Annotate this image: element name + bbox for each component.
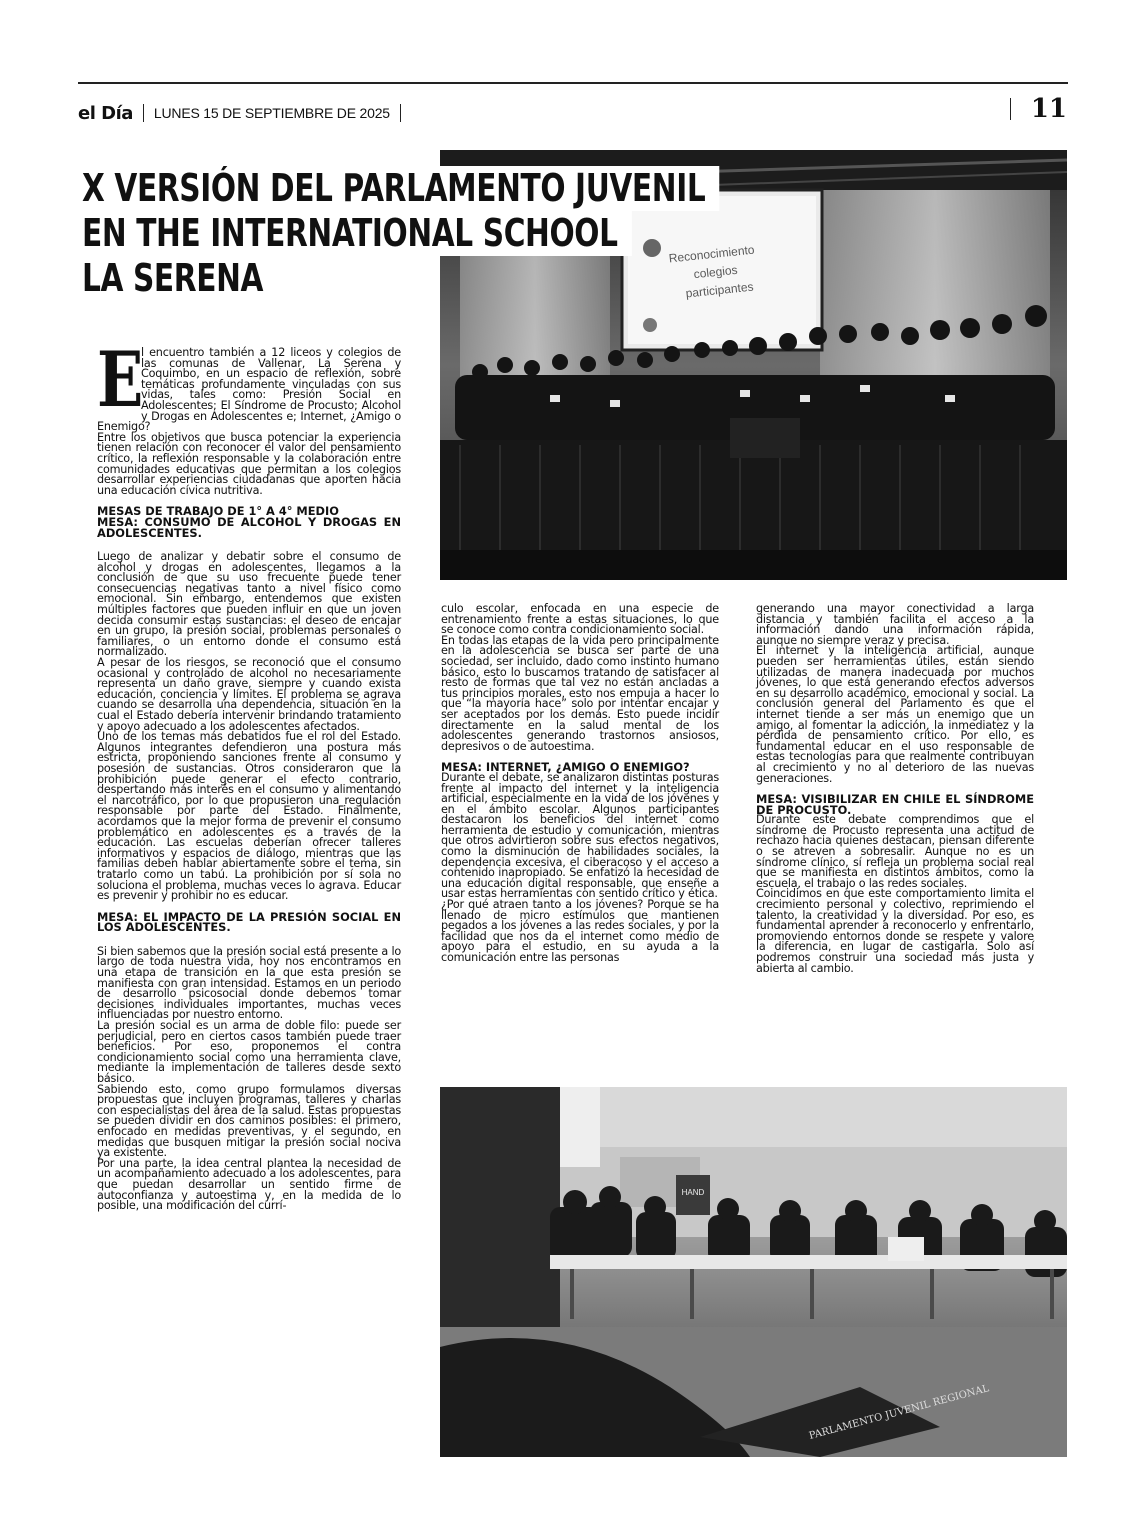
article-headline bbox=[82, 166, 706, 301]
paragraph: Entre los objetivos que busca potenciar la experiencia tienen relación con reconocer el valor del pensamiento crítico, la reflexión responsable y la colaboración entre comunidades educativas que permitan a los colegios desarrollar experiencias ciudadanas que aporten hacia una educación cívica nutritiva. bbox=[97, 430, 401, 497]
screen-text-line: participantes bbox=[685, 279, 755, 301]
paragraph: culo escolar, enfocada en una especie de entrenamiento frente a estas situaciones, lo que se conoce como contra condicionamiento social. bbox=[441, 602, 719, 637]
paragraph: Si bien sabemos que la presión social está presente a lo largo de toda nuestra vida, hoy nos encontramos en una etapa de transición en la que esta presión se manifiesta con gran intensidad. Estamos en un periodo de desarrollo psicosocial donde debemos tomar decisiones individuales importantes, muchas veces influenciadas por nuestro entorno. bbox=[97, 944, 401, 1022]
article-column-2 bbox=[441, 604, 719, 964]
intro-paragraph bbox=[97, 335, 401, 434]
section-heading: MESA: EL IMPACTO DE LA PRESIÓN SOCIAL EN LOS ADOLESCENTES. bbox=[97, 909, 401, 935]
paragraph: Por una parte, la idea central plantea la necesidad de un acompañamiento adecuado a los adolescentes, para que puedan desarrollar un sentido firme de autoconfianza y autoestima y, en la medida de lo posible, una modificación del currí- bbox=[97, 1156, 401, 1213]
paragraph: Coincidimos en que este comportamiento limita el crecimiento personal y colectivo, reprimiendo el talento, la creatividad y la diversidad. Por eso, es fundamental aprender a reconocerlo y enfrentarlo, promoviendo entornos donde se respete y valore la diferencia, en lugar de castigarla. Solo así podremos construir una sociedad más justa y abierta al cambio. bbox=[756, 887, 1034, 975]
section-heading: MESA: VISIBILIZAR EN CHILE EL SÍNDROME DE PROCUSTO. bbox=[756, 792, 1034, 817]
photo-classroom-debate bbox=[440, 1087, 1067, 1457]
headline-line: X VERSIÓN DEL PARLAMENTO JUVENIL bbox=[82, 166, 719, 211]
paragraph: El internet y la inteligencia artificial, aunque pueden ser herramientas útiles, están siendo utilizadas de manera inadecuada por muchos jóvenes, lo que está generando efectos adversos en su desarrollo académico, emocional y social. La conclusión general del Parlamento es que el internet tiende a ser más un enemigo que un amigo, al fomentar la adicción, la inmediatez y la pérdida de pensamiento crítico. Por ello, es fundamental educar en el uso responsable de estas tecnologías para que realmente contribuyan al crecimiento y no al deterioro de las nuevas generaciones. bbox=[756, 644, 1034, 785]
article-column-1 bbox=[97, 335, 401, 1213]
divider bbox=[400, 104, 401, 122]
section-heading: MESA: INTERNET, ¿AMIGO O ENEMIGO? bbox=[441, 760, 690, 775]
headline-line: LA SERENA bbox=[82, 256, 277, 301]
intro-text: l encuentro también a 12 liceos y colegios de las comunas de Vallenar, La Serena y Coquimbo, en un espacio de reflexión, sobre temáticas profundamente vinculadas con sus vidas, tales como: Presión Social en Adolescentes; El Síndrome de Procusto; Alcohol y Drogas en Adolescentes e; Internet, ¿Amigo o Enemigo? bbox=[97, 346, 401, 434]
paragraph: ¿Por qué atraen tanto a los jóvenes? Porque se ha llenado de micro estímulos que mantienen pegados a los jóvenes a las redes sociales, y por la facilidad que nos da el internet como medio de apoyo para el estudio, en su ayuda a la comunicación entre las personas bbox=[441, 898, 719, 964]
screen-text-line: Reconocimiento bbox=[668, 242, 756, 266]
paragraph: Luego de analizar y debatir sobre el consumo de alcohol y drogas en adolescentes, llegamos a la conclusión de que su uso frecuente puede tener consecuencias negativas tanto a nivel físico como emocional. Sin embargo, entendemos que existen múltiples factores que pueden influir en que un joven decida consumir estas sustancias: el deseo de encajar en un grupo, la presión social, problemas personales o familiares, o un entorno donde el consumo está normalizado. bbox=[97, 550, 401, 659]
paragraph: Uno de los temas más debatidos fue el rol del Estado. Algunos integrantes defendieron una postura más estricta, proponiendo sanciones frente al consumo y posesión de sustancias. Otros consideraron que la prohibición puede generar el efecto contrario, despertando más interés en el consumo y alimentando el narcotráfico, por lo que propusieron una regulación responsable por parte del Estado. Finalmente, acordamos que la mejor forma de prevenir el consumo problemático en adolescentes es a través de la educación. Las escuelas deberían ofrecer talleres informativos y espacios de diálogo, mientras que las familias deben hablar abiertamente sobre el tema, sin tratarlo como un tabú. La prohibición por sí sola no soluciona el problema, muchas veces lo agrava. Educar es prevenir y prohibir no es educar. bbox=[97, 730, 401, 903]
paragraph: Sabiendo esto, como grupo formulamos diversas propuestas que incluyen programas, talleres y charlas con especialistas del área de la salud. Estas propuestas se pueden dividir en dos caminos posibles: el primero, enfocado en medidas preventivas, y el segundo, en medidas que busquen mitigar la presión social nociva ya existente. bbox=[97, 1082, 401, 1160]
classroom-sign-text: HAND bbox=[681, 1188, 705, 1197]
article-column-3 bbox=[756, 604, 1034, 974]
paragraph: Durante el debate, se analizaron distintas posturas frente al impacto del internet y la inteligencia artificial, especialmente en la vida de los jóvenes y en el ámbito escolar. Algunos participantes destacaron los beneficios del internet como herramienta de estudio y comunicación, mientras que otros advirtieron sobre sus efectos negativos, como la disminución de habilidades sociales, la dependencia excesiva, el ciberacoso y el acceso a contenido inapropiado. Se enfatizó la necesidad de una educación digital responsable, que enseñe a usar estas herramientas con sentido crítico y ética. bbox=[441, 770, 719, 901]
section-heading: MESA: CONSUMO DE ALCOHOL Y DROGAS EN ADOLESCENTES. bbox=[97, 514, 401, 540]
paragraph: A pesar de los riesgos, se reconoció que el consumo ocasional y controlado de alcohol no necesariamente representa un daño grave, siempre y cuando exista educación, conciencia y límites. El problema se agrava cuando se desarrolla una dependencia, situación en la cual el Estado debería intervenir brindando tratamiento y apoyo adecuado a los adolescentes afectados. bbox=[97, 656, 401, 733]
page-number-block bbox=[1000, 94, 1067, 124]
screen-text-line: colegios bbox=[692, 262, 739, 282]
dateline: LUNES 15 DE SEPTIEMBRE DE 2025 bbox=[153, 105, 390, 121]
paragraph: La presión social es un arma de doble filo: puede ser perjudicial, pero en ciertos casos también puede traer beneficios. Por eso, proponemos el contra condicionamiento social como una herramienta clave, mediante la implementación de talleres desde sexto básico. bbox=[97, 1019, 401, 1085]
page-number: 11 bbox=[1030, 94, 1067, 124]
book-cover-text: PARLAMENTO JUVENIL REGIONAL bbox=[807, 1383, 991, 1442]
divider bbox=[143, 104, 144, 122]
paragraph: Durante este debate comprendimos que el síndrome de Procusto representa una actitud de rechazo hacia quienes destacan, piensan diferente o se atreven a sobresalir. Aunque no es un síndrome clínico, sí refleja un problema social real que se manifiesta en distintos ámbitos, como la escuela, el trabajo o las redes sociales. bbox=[756, 813, 1034, 890]
paragraph: En todas las etapas de la vida pero principalmente en la adolescencia se busca ser parte de una sociedad, ser incluido, dado como instinto humano básico, esto lo buscamos tratando de satisfacer al resto de formas que tal vez no están ancladas a tus principios morales, esto nos empuja a hacer lo que “la mayoría hace” solo por intentar encajar y ser aceptados por los demás. Esto puede incidir directamente en la salud mental de los adolescentes generando trastornos ansiosos, depresivos o de autoestima. bbox=[441, 633, 719, 753]
classroom-photo-illustration bbox=[440, 1087, 1067, 1457]
masthead bbox=[78, 100, 411, 126]
newspaper-logo: el Día bbox=[78, 102, 133, 124]
drop-cap: E bbox=[97, 335, 144, 424]
section-heading: MESAS DE TRABAJO DE 1° A 4° MEDIO bbox=[97, 504, 339, 519]
paragraph: generando una mayor conectividad a larga distancia y también facilita el acceso a la información dando una información rápida, aunque no siempre veraz y precisa. bbox=[756, 602, 1034, 647]
divider bbox=[1010, 98, 1011, 120]
top-rule bbox=[78, 82, 1068, 84]
headline-line: EN THE INTERNATIONAL SCHOOL bbox=[82, 211, 632, 256]
